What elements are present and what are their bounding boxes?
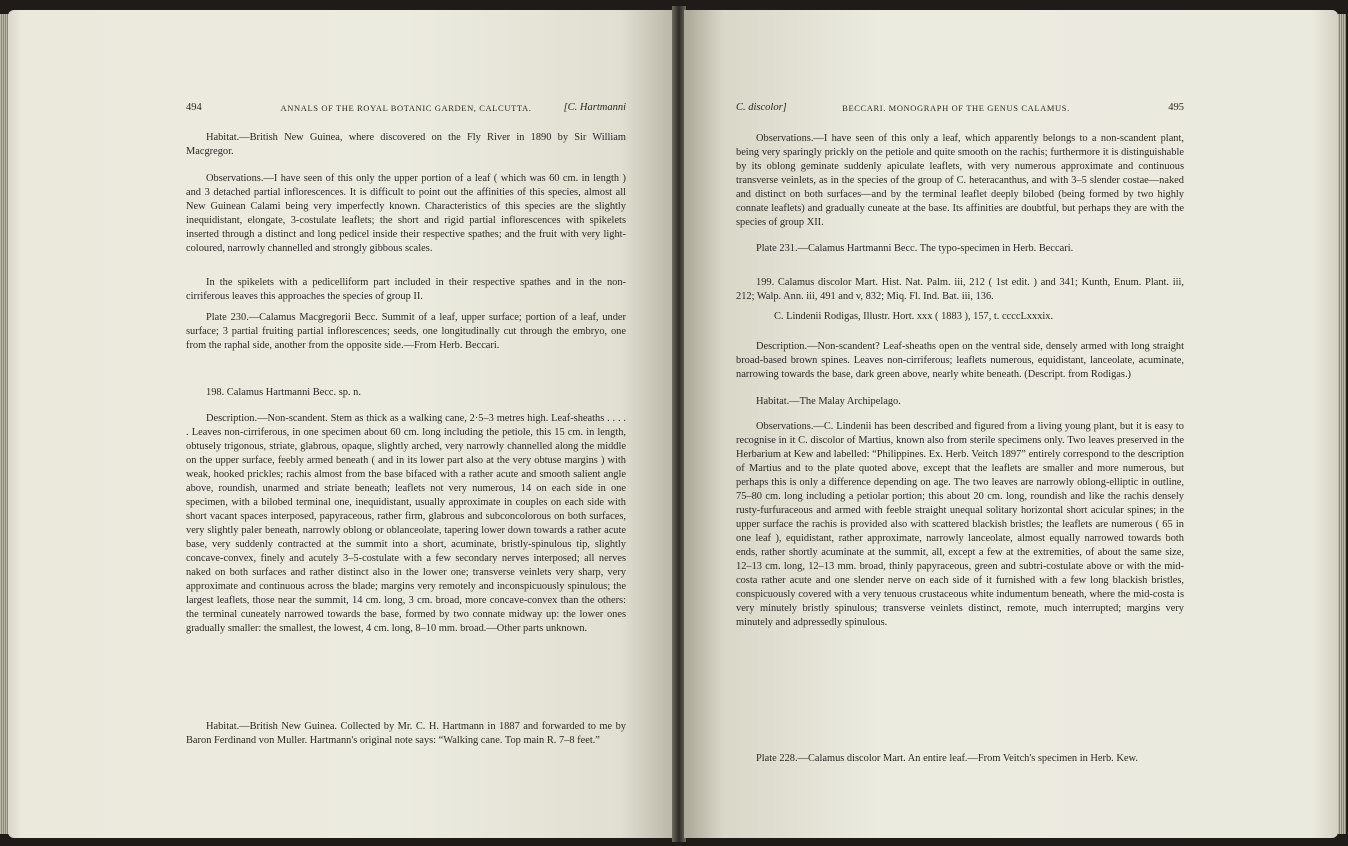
left-habitat-2: Habitat.—British New Guinea. Collected by Mr. C. H. Hartmann in 1887 and forwarded to me by Baron Ferdinand von Muller. Hartmann's original note says: “Walking cane. Top main R. 7–8 feet.” <box>186 721 626 746</box>
left-plate-230: Plate 230.—Calamus Macgregorii Becc. Summit of a leaf, upper surface; portion of a leaf, under surface; 3 partial fruiting partial inflorescences; seeds, one longitudinally cut through the embryo, one from the raphal side, another from the opposite side.—From Herb. Beccari. <box>186 312 626 351</box>
right-observations-2: Observations.—C. Lindenii has been described and figured from a living young plant, but it is easy to recognise in it C. discolor of Martius, known also from sterile specimens only. Two leaves preserved in the Herbarium at Kew and labelled: “Philippines. Ex. Herb. Veitch 1897” entirely correspond to the description of Martius and to the plate quoted above, except that the leaflets are smaller and more numerous, but perhaps this is only a difference depending on age. The two leaves are narrowly oblong-elliptic in outline, 75–80 cm. long including a petiolar portion; this about 20 cm. long, roundish and like the rachis densely rusty-furfuraceous and armed with feeble straight unequal solitary horizontal short acicular spines; in the upper surface the rachis is provided also with scattered blackish bristles; the leaflets are numerous ( 65 in one leaf ), equidistant, rather approximate, narrowly lanceolate, almost equally narrowed towards both ends, rather shortly acuminate at the summit, all, except a few at the extremities, of about the same size, 12–13 cm. long, 12–13 mm. broad, thinly papyraceous, green and subtri-costulate above or with the mid-costa rather acute and one slender nerve on each side of it furnished with a few long blackish bristles, conspicuously covered with a very tenuous crustaceous white indumentum beneath, where the mid-costa is very minutely bristly spinulous; transverse veinlets distinct, remote, much interrupted; margins very minutely and adpressedly spinulous. <box>736 421 1184 628</box>
left-running-section: [C. Hartmanni <box>563 102 626 113</box>
right-plate-231: Plate 231.—Calamus Hartmanni Becc. The typo-specimen in Herb. Beccari. <box>756 243 1074 254</box>
left-description: Description.—Non-scandent. Stem as thick as a walking cane, 2·5–3 metres high. Leaf-sheaths . . . . . Leaves non-cirriferous, in one specimen about 60 cm. long including the petiole, this 15 cm. in length, obtusely trigonous, striate, glabrous, opaque, slightly arched, very narrowly channelled along the middle on the upper surface, feebly armed beneath ( and in its lower part also at the very obtuse margins ) with weak, hooked prickles; rachis almost from the base bifaced with a rather acute and smooth salient angle above, roundish, unarmed and striate beneath; leaflets not very numerous, 14 on each side in one specimen, with a bilobed terminal one, inequidistant, usually approximate in couples on each side with short vacant spaces interposed, papyraceous, rather firm, glabrous and subconcolorous on both surfaces, very slightly paler beneath, narrowly oblong or oblanceolate, tapering lower down towards a rather acute base, very suddenly contracted at the summit into a short, acuminate, bristly-spinulous tip, slightly concave-convex, finely and acutely 3–5-costulate with a few secondary nerves interposed; all nerves naked on both surfaces and rather distinct also in the lower one; transverse veinlets very sharp, very approximate and continuous across the blade; margins very remotely and inconspicuously spinulous; the largest leaflets, those near the summit, 14 cm. long, 3 cm. broad, more concave-convex than the others: the terminal cuneately narrowed towards the base, formed by two connate midway up: the lower ones gradually smaller: the smallest, the lowest, 4 cm. long, 8–10 mm. broad.—Other parts unknown. <box>186 413 626 634</box>
right-running-title: BECCARI. MONOGRAPH OF THE GENUS CALAMUS. <box>842 103 1070 113</box>
right-synonym: C. Lindenii Rodigas, Illustr. Hort. xxx ( 1883 ), 157, t. ccccLxxxix. <box>774 311 1054 322</box>
left-observations-2: In the spikelets with a pedicelliform part included in their respective spathes and in the non-cirriferous leaves this approaches the species of group II. <box>186 277 626 302</box>
left-running-title: ANNALS OF THE ROYAL BOTANIC GARDEN, CALCUTTA. <box>280 103 532 113</box>
right-running-section: C. discolor] <box>736 102 787 113</box>
right-habitat: Habitat.—The Malay Archipelago. <box>756 396 901 407</box>
left-observations-1: Observations.—I have seen of this only the upper portion of a leaf ( which was 60 cm. in length ) and 3 detached partial inflorescences. It is difficult to point out the affinities of this species, almost all New Guinean Calami being very imperfectly known. Characteristics of this species are the slightly inequidistant, elongate, 3-costulate leaflets; the short and rigid partial inflorescences with spikelets inserted through a distinct and long pedicel inside their respective spathes; and the fruit with very light-coloured, narrowly channelled and strongly gibbous scales. <box>186 173 626 254</box>
right-plate-228: Plate 228.—Calamus discolor Mart. An entire leaf.—From Veitch's specimen in Herb. Kew. <box>756 753 1138 764</box>
left-page-number: 494 <box>186 102 202 113</box>
left-species-heading: 198. Calamus Hartmanni Becc. sp. n. <box>206 387 361 398</box>
left-habitat-1: Habitat.—British New Guinea, where discovered on the Fly River in 1890 by Sir William Macgregor. <box>186 132 626 157</box>
right-page <box>684 10 1338 838</box>
right-species-heading: 199. Calamus discolor Mart. Hist. Nat. Palm. iii, 212 ( 1st edit. ) and 341; Kunth, Enum. Plant. iii, 212; Walp. Ann. iii, 491 and v, 832; Miq. Fl. Ind. Bat. iii, 136. <box>736 277 1184 302</box>
right-page-number: 495 <box>1168 102 1184 113</box>
right-observations-1: Observations.—I have seen of this only a leaf, which apparently belongs to a non-scandent plant, being very sparingly prickly on the petiole and quite smooth on the rachis; furthermore it is distinguishable by its oblong geminate suddenly apiculate leaflets, with very numerous approximate and continuous transverse veinlets, as in the species of the group of C. heteracanthus, and with 3–5 slender costae—naked and distinct on both surfaces—and by the terminal leaflet deeply bilobed (being formed by two highly connate leaflets) and gradually cuneate at the base. Its affinities are doubtful, but perhaps they are with the species of group XII. <box>736 133 1184 228</box>
right-description: Description.—Non-scandent? Leaf-sheaths open on the ventral side, densely armed with long straight broad-based brown spines. Leaves non-cirriferous; leaflets numerous, equidistant, lanceolate, acuminate, narrowing towards the base, dark green above, nearly white beneath. (Descript. from Rodigas.) <box>736 341 1184 380</box>
left-page <box>8 10 674 838</box>
